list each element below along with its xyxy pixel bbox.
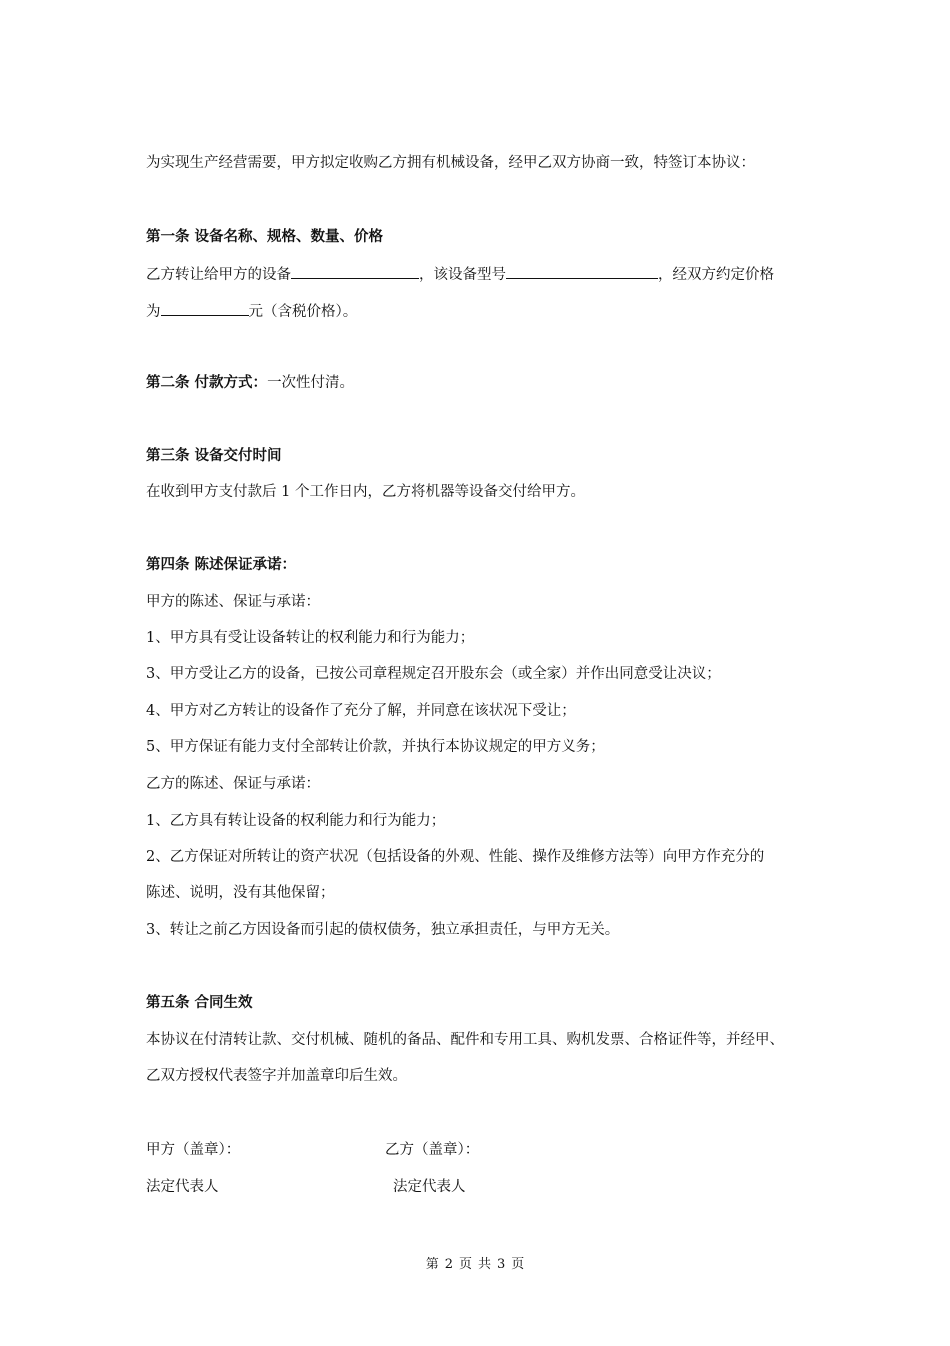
footer-label: 共 <box>478 1257 492 1272</box>
equipment-model-blank <box>506 263 658 279</box>
party-b-representative: 法定代表人 <box>393 1179 466 1195</box>
article-5-title: 第五条 合同生效 <box>146 994 253 1011</box>
party-a-item: 3、甲方受让乙方的设备，已按公司章程规定召开股东会（或全家）并作出同意受让决议； <box>146 666 721 682</box>
article-2-text: 一次性付清。 <box>267 375 355 391</box>
article-1-text-a: 乙方转让给甲方的设备 <box>146 267 291 283</box>
party-b-seal: 乙方（盖章）： <box>385 1142 480 1158</box>
party-b-item: 2、乙方保证对所转让的资产状况（包括设备的外观、性能、操作及维修方法等）向甲方作充分的 <box>146 849 765 865</box>
party-a-item: 4、甲方对乙方转让的设备作了充分了解，并同意在该状况下受让； <box>146 703 576 719</box>
current-page-number: 2 <box>444 1257 453 1272</box>
article-1-title: 第一条 设备名称、规格、数量、价格 <box>146 228 384 245</box>
article-1-text-e: 元（含税价格）。 <box>248 304 358 320</box>
party-a-seal: 甲方（盖章）： <box>146 1142 241 1158</box>
intro-paragraph: 为实现生产经营需要，甲方拟定收购乙方拥有机械设备，经甲乙双方协商一致，特签订本协议： <box>146 155 755 171</box>
total-page-number: 3 <box>497 1257 506 1272</box>
equipment-name-blank <box>291 263 419 279</box>
article-2 <box>146 373 354 393</box>
price-blank <box>161 300 249 316</box>
party-b-item: 3、转让之前乙方因设备而引起的债权债务，独立承担责任，与甲方无关。 <box>146 922 620 938</box>
party-a-representative: 法定代表人 <box>146 1179 219 1195</box>
party-a-item: 5、甲方保证有能力支付全部转让价款，并执行本协议规定的甲方义务； <box>146 739 605 755</box>
footer-label: 页 <box>458 1257 472 1272</box>
party-a-heading: 甲方的陈述、保证与承诺： <box>146 594 320 610</box>
article-5-line-1: 本协议在付清转让款、交付机械、随机的备品、配件和专用工具、购机发票、合格证件等，并经甲、 <box>146 1032 784 1048</box>
article-3-text: 在收到甲方支付款后 1 个工作日内，乙方将机器等设备交付给甲方。 <box>146 484 585 500</box>
article-1-text-c: ，经双方约定价格 <box>658 267 774 283</box>
article-1-text-b: ，该设备型号 <box>419 267 506 283</box>
article-1-line-1 <box>146 263 774 285</box>
party-b-item: 陈述、说明，没有其他保留； <box>146 885 335 901</box>
party-a-item: 1、甲方具有受让设备转让的权利能力和行为能力； <box>146 630 475 646</box>
article-3-title: 第三条 设备交付时间 <box>146 447 282 464</box>
footer-label: 第 <box>425 1257 439 1272</box>
article-4-title: 第四条 陈述保证承诺： <box>146 556 297 573</box>
article-2-title: 第二条 付款方式： <box>146 374 268 391</box>
party-b-heading: 乙方的陈述、保证与承诺： <box>146 776 320 792</box>
article-1-text-d: 为 <box>146 304 161 320</box>
page-footer <box>0 1253 950 1272</box>
footer-label: 页 <box>511 1257 525 1272</box>
article-5-line-2: 乙双方授权代表签字并加盖章印后生效。 <box>146 1068 407 1084</box>
party-b-item: 1、乙方具有转让设备的权利能力和行为能力； <box>146 813 446 829</box>
article-1-line-2 <box>146 300 357 322</box>
